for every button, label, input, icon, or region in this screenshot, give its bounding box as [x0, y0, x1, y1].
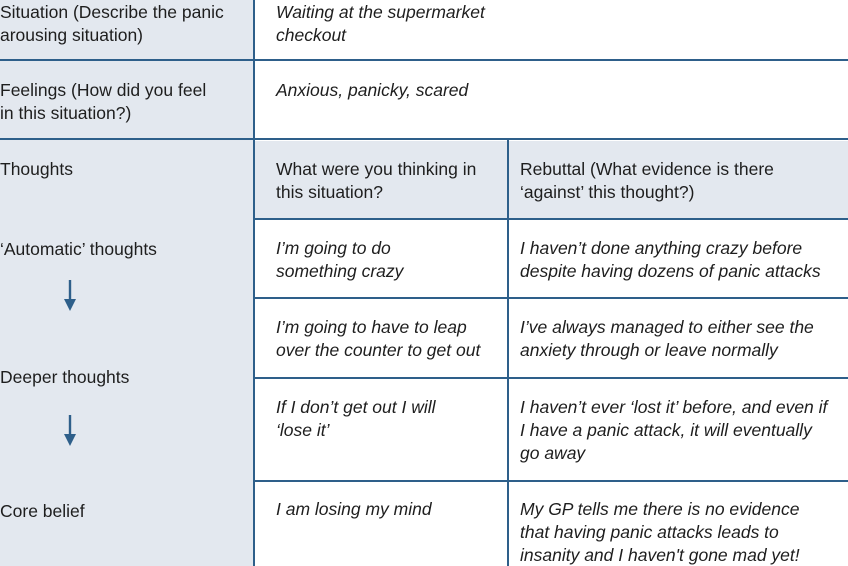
thought-cell: I am losing my mind — [276, 499, 432, 519]
down-arrow-icon — [62, 279, 78, 313]
thoughts-label: Thoughts — [0, 159, 73, 179]
row-divider — [0, 138, 848, 140]
situation-value: Waiting at the supermarket checkout — [276, 2, 485, 45]
row-divider — [0, 59, 848, 61]
rebuttal-column-header: Rebuttal (What evidence is there ‘against’ this thought?) — [520, 159, 774, 202]
rebuttal-cell: I haven’t done anything crazy before despite having dozens of panic attacks — [520, 238, 821, 281]
column-divider — [253, 0, 255, 566]
situation-label: Situation (Describe the panic arousing situation) — [0, 2, 224, 45]
row-divider — [255, 218, 848, 220]
rebuttal-cell: I haven’t ever ‘lost it’ before, and even if I have a panic attack, it will eventually go away — [520, 397, 828, 463]
rebuttal-cell: My GP tells me there is no evidence that having panic attacks leads to insanity and I haven't gone mad yet! — [520, 499, 800, 565]
thought-cell: I’m going to have to leap over the counter to get out — [276, 317, 481, 360]
row-divider — [255, 297, 848, 299]
feelings-value: Anxious, panicky, scared — [276, 80, 469, 100]
thought-cell: If I don’t get out I will ‘lose it’ — [276, 397, 436, 440]
automatic-thoughts-label: ‘Automatic’ thoughts — [0, 239, 157, 259]
column-divider — [507, 140, 509, 566]
feelings-label: Feelings (How did you feel in this situation?) — [0, 80, 207, 123]
row-divider — [255, 480, 848, 482]
down-arrow-icon — [62, 414, 78, 448]
row-divider — [255, 377, 848, 379]
core-belief-label: Core belief — [0, 501, 85, 521]
thought-cell: I’m going to do something crazy — [276, 238, 404, 281]
rebuttal-cell: I’ve always managed to either see the anxiety through or leave normally — [520, 317, 814, 360]
thinking-column-header: What were you thinking in this situation? — [276, 159, 477, 202]
deeper-thoughts-label: Deeper thoughts — [0, 367, 130, 387]
